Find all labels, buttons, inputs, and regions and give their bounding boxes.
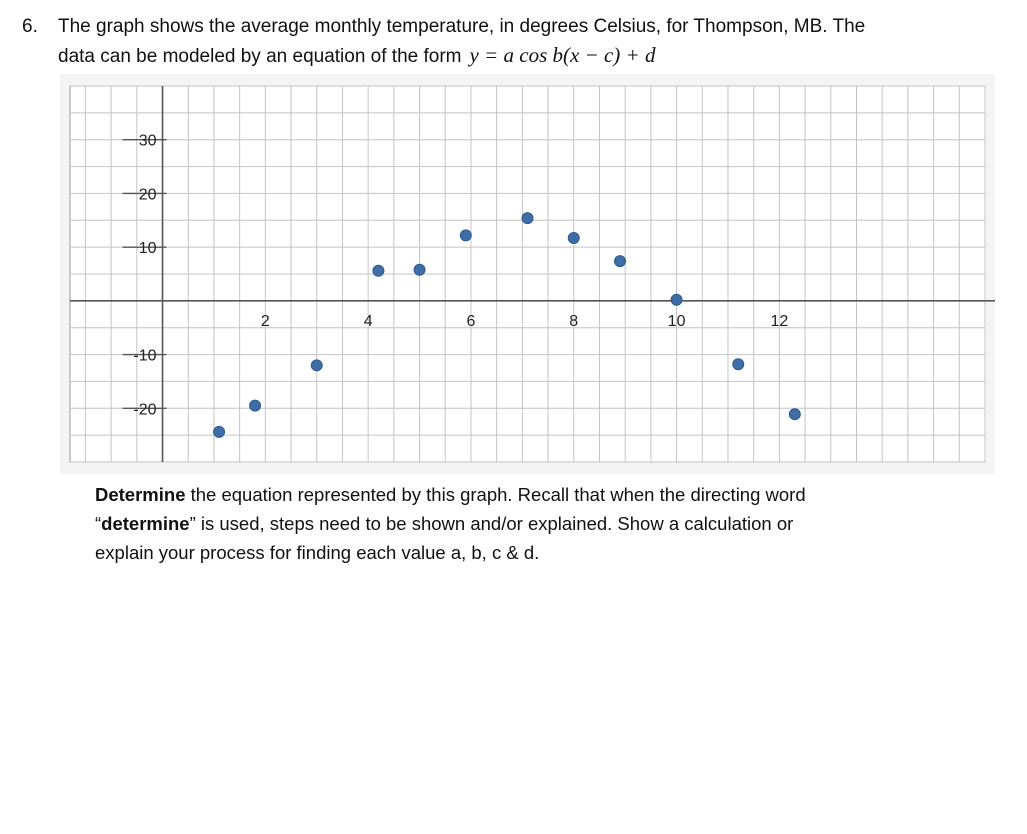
x-tick-label: 8 [569,312,579,330]
question-text-line-2: data can be modeled by an equation of the form [58,46,462,67]
y-tick-label: 10 [138,240,157,258]
question-line-2 [58,41,1012,71]
chart-grid [70,86,985,462]
data-point [522,213,533,224]
x-tick-label: 12 [770,312,789,330]
y-tick-label: 20 [138,186,157,204]
question-block [22,12,1012,71]
x-tick-label: 10 [667,312,686,330]
data-point [615,256,626,267]
y-tick-label: -10 [133,347,157,365]
data-point [373,265,384,276]
y-tick-label: -20 [133,401,157,419]
data-point [214,426,225,437]
data-point [671,294,682,305]
question-text-line-1: The graph shows the average monthly temperature, in degrees Celsius, for Thompson, MB. The [58,16,866,37]
data-point [414,264,425,275]
data-point [311,360,322,371]
data-point [568,233,579,244]
instructions-text-2: ” is used, steps need to be shown and/or explained. Show a calculation or [189,513,794,534]
data-point [789,409,800,420]
directing-word-quoted: determine [101,513,190,534]
model-equation: y = a cos b(x − c) + d [469,43,656,67]
data-point [460,230,471,241]
question-line-1 [22,12,1012,41]
y-tick-label: 30 [138,132,157,150]
data-point [733,359,744,370]
instructions-text-3: explain your process for finding each value a, b, c & d. [95,542,540,563]
x-tick-label: 2 [260,312,270,330]
instructions-text-1: the equation represented by this graph. Recall that when the directing word [185,484,806,505]
data-point [250,400,261,411]
instructions [95,480,895,567]
instructions-line-2 [95,509,895,538]
quote-open: “ [95,513,102,534]
question-number: 6. [22,16,38,37]
x-tick-label: 6 [466,312,476,330]
x-tick-label: 4 [363,312,373,330]
instructions-line-3 [95,538,895,567]
instructions-line-1 [95,480,895,509]
directing-word: Determine [95,484,186,505]
temperature-scatter-chart [60,74,995,474]
